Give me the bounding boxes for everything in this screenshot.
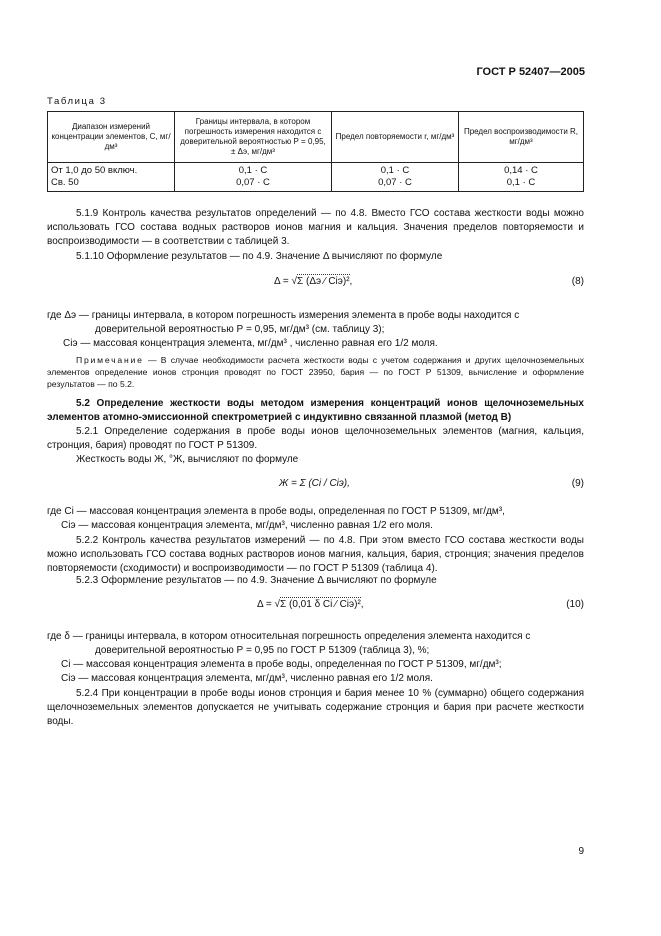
paragraph-5-2-3: 5.2.3 Оформление результатов — по 4.9. Значение Δ вычисляют по формуле	[76, 575, 437, 586]
where-8-line-2: доверительной вероятностью Р = 0,95, мг/дм³ (см. таблицу 3);	[95, 324, 385, 335]
col-header-interval: Границы интервала, в котором погрешность измерения находится с доверительной вероятностью Р = 0,95, ± Δэ, мг/дм³	[175, 112, 332, 163]
equation-number-10: (10)	[566, 599, 584, 610]
table-cell-repeatability	[332, 163, 459, 192]
table-cell-reproducibility	[459, 163, 584, 192]
table-row	[48, 163, 584, 192]
range-line-1: От 1,0 до 50 включ.	[51, 165, 138, 177]
table-cell-range	[48, 163, 175, 192]
paragraph-5-2-2: 5.2.2 Контроль качества результатов измерений — по 4.8. При этом вместо ГСО состава жесткости воды можно использовать ГСО состава водных растворов ионов магния, кальция, бария, стронция; значения пределов повторяемости (сходимости) и воспроизводимости — по ГОСТ Р 51309 (таблица 4).	[47, 535, 584, 575]
col-header-repeatability: Предел повторяемости r, мг/дм³	[332, 112, 459, 163]
table-3	[47, 111, 584, 192]
equation-number-8: (8)	[571, 276, 584, 287]
table-header-row	[48, 112, 584, 163]
where-10-line-1: где δ — границы интервала, в котором относительная погрешность определения элемента находится с	[47, 631, 531, 642]
where-8-line-3: Сiэ — массовая концентрация элемента, мг/дм³ , численно равная его 1/2 моля.	[63, 338, 438, 349]
reproducibility-value-1: 0,14 · С	[504, 165, 538, 177]
table-cell-interval	[175, 163, 332, 192]
document-code: ГОСТ Р 52407—2005	[476, 66, 585, 78]
paragraph-5-2-4: 5.2.4 При концентрации в пробе воды ионов стронция и бария менее 10 % (суммарно) общего содержания щелочноземельных элементов допускается не учитывать содержание стронция и бария при расчете жесткости воды.	[47, 688, 584, 728]
equation-number-9: (9)	[571, 478, 584, 489]
where-10-line-3: Сi — массовая концентрация элемента в пробе воды, определенная по ГОСТ Р 51309, мг/дм³;	[61, 659, 502, 670]
where-10-line-4: Сiэ — массовая концентрация элемента, мг/дм³, численно равная его 1/2 моля.	[61, 673, 433, 684]
interval-value-2: 0,07 · С	[236, 177, 270, 188]
page-number: 9	[578, 846, 584, 857]
paragraph-5-2-1: 5.2.1 Определение содержания в пробе воды ионов щелочноземельных элементов (магния, кальция, стронция, бария) проводят по ГОСТ Р 51309.	[47, 426, 584, 452]
note-label: Примечание	[76, 355, 144, 365]
col-header-reproducibility: Предел воспроизводимости R, мг/дм³	[459, 112, 584, 163]
where-9-line-1: где Сi — массовая концентрация элемента в пробе воды, определенная по ГОСТ Р 51309, мг/дм³,	[47, 506, 505, 517]
table-caption: Таблица 3	[47, 96, 107, 107]
range-line-2: Св. 50	[51, 177, 79, 188]
paragraph-5-1-9: 5.1.9 Контроль качества результатов определений — по 4.8. Вместо ГСО состава жесткости воды можно использовать ГСО состава водных растворов ионов магния и кальция. Значения пределов повторяемости и воспроизводимости — в соответствии с таблицей 3.	[47, 208, 584, 248]
reproducibility-value-2: 0,1 · С	[506, 177, 536, 188]
note-text: — В случае необходимости расчета жесткости воды с учетом содержания и других щелочноземельных элементов определение ионов стронция проводят по ГОСТ 23950, бария — по ГОСТ Р 51309, вычисление и оформление результатов — по 5.2.	[47, 355, 584, 389]
formula-8	[274, 276, 352, 287]
sqrt-icon: √	[291, 276, 298, 287]
where-10-line-2: доверительной вероятностью Р = 0,95 по ГОСТ Р 51309 (таблица 3), %;	[95, 645, 430, 656]
paragraph-5-2-1-b: Жесткость воды Ж, °Ж, вычисляют по формуле	[76, 454, 299, 465]
formula-9: Ж = Σ (Сi / Сiэ),	[279, 478, 350, 489]
paragraph-5-1-10: 5.1.10 Оформление результатов — по 4.9. Значение Δ вычисляют по формуле	[76, 251, 443, 262]
section-5-2-heading: 5.2 Определение жесткости воды методом измерения концентраций ионов щелочноземельных элементов атомно-эмиссионной спектрометрией с индуктивно связанной плазмой (метод В)	[47, 398, 584, 424]
formula-8-tail: ,	[349, 276, 353, 287]
formula-10-lhs: Δ =	[257, 599, 275, 610]
where-9-line-2: Сiэ — массовая концентрация элемента, мг/дм³, численно равная 1/2 его моля.	[61, 520, 433, 531]
note-block	[47, 354, 584, 390]
formula-8-lhs: Δ =	[274, 276, 292, 287]
where-8-line-1: где Δэ — границы интервала, в котором погрешность измерения элемента в пробе воды находится с	[47, 310, 520, 321]
formula-10-tail: ,	[360, 599, 364, 610]
formula-8-radicand: Σ (Δэ ⁄ Сiэ)²	[297, 276, 350, 287]
interval-value-1: 0,1 · С	[238, 165, 268, 177]
repeatability-value-2: 0,07 · С	[378, 177, 412, 188]
formula-10	[257, 599, 364, 610]
sqrt-icon: √	[274, 599, 281, 610]
formula-10-radicand: Σ (0,01 δ Сi ⁄ Сiэ)²	[280, 599, 361, 610]
repeatability-value-1: 0,1 · С	[380, 165, 410, 177]
col-header-range: Диапазон измерений концентрации элементов, С, мг/дм³	[48, 112, 175, 163]
